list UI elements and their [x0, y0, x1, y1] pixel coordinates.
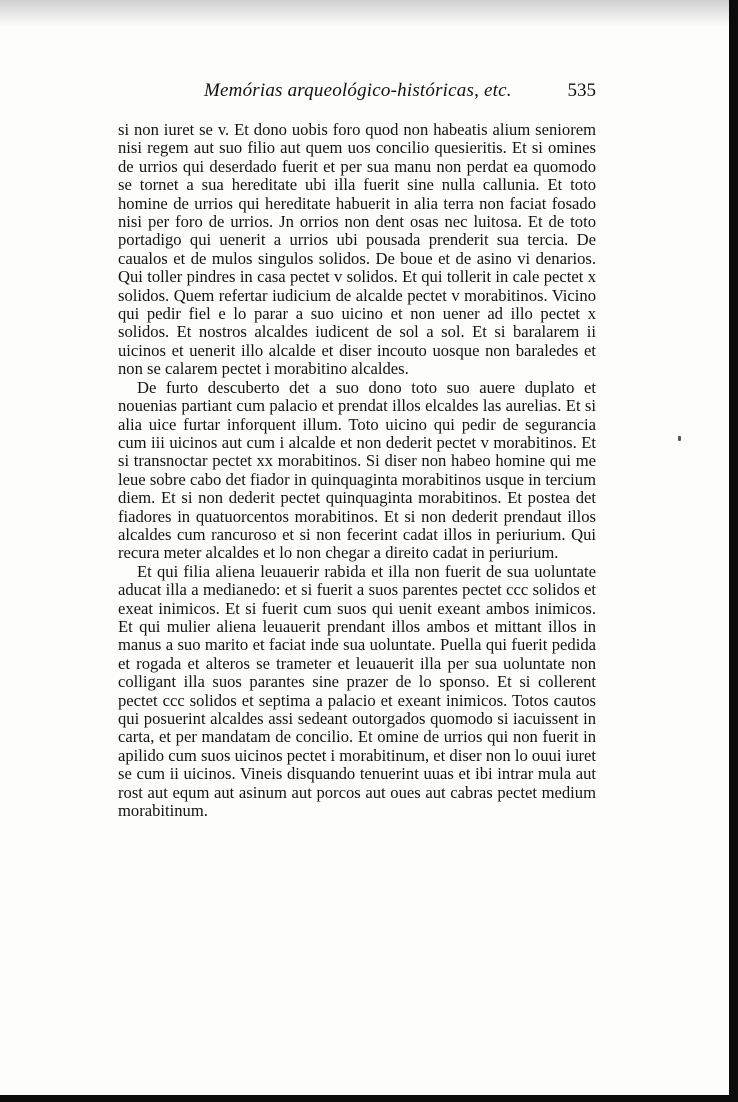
running-head — [118, 80, 596, 108]
scan-border-right — [729, 0, 738, 1102]
scan-speck — [678, 436, 681, 441]
page-number: 535 — [567, 80, 596, 101]
running-title: Memórias arqueológico-históricas, etc. — [204, 80, 512, 101]
scan-shadow-top — [0, 0, 738, 26]
paragraph-2: De furto descuberto det a suo dono toto suo auere duplato et nouenias partiant cum palacio et prendat illos elcaldes las aurelias. Et si alia uice furtar inforquent illum. Toto uicino qui pedir de segurancia cum iii uicinos aut cum i alcalde et non dederit pectet v morabitinos. Et si transnoctar pectet xx morabitinos. Si diser non habeo homine qui me leue sobre cabo det fiador in quinquaginta morabitinos usque in tercium diem. Et si non dederit pectet quinquaginta morabitinos. Et postea det fiadores in quatuorcentos morabitinos. Et si non dederit prendaut illos alcaldes cum rancuroso et si non fecerint cadat illos in periurium. Qui recura meter alcaldes et lo non chegar a direito cadat in periurium. — [118, 377, 596, 563]
paragraph-1: si non iuret se v. Et dono uobis foro quod non habeatis alium seniorem nisi regem aut suo filio aut quem uos concilio quesieritis. Et si omines de urrios qui deserdado fuerit et per sua manu non perdat ea quomodo se tornet a sua hereditate ubi illa fuerit sine nulla callunia. Et toto homine de urrios qui hereditate habuerit in alia terra non faciat fosado nisi per foro de urrios. Jn orrios non dent osas nec luitosa. Et de toto portadigo qui uenerit a urrios ubi pousada prenderit sua tercia. De caualos et de mulos singulos solidos. De boue et de asino vi denarios. Qui toller pindres in casa pectet v solidos. Et qui tollerit in cale pectet x solidos. Quem refertar iudicium de alcalde pectet v morabitinos. Vicino qui pedir fiel e lo parar a suo uicino et non uener ad illo pectet x solidos. Et nostros alcaldes iudicent de sol a sol. Et si baralarem ii uicinos et uenerit illo alcalde et diser incouto uosque non baraledes et non se calarem pectet i morabitino alcaldes. — [118, 120, 596, 379]
paragraph-3: Et qui filia aliena leuauerir rabida et illa non fuerit de sua uoluntate aducat illa a medianedo: et si fuerit a suos parentes pectet ccc solidos et exeat inimicos. Et si fuerit cum suos qui uenit exeant ambos inimicos. Et qui mulier aliena leuauerit prendant illos ambos et mittant illos in manus a suo marito et faciat inde sua uoluntate. Puella qui fuerit pedida et rogada et alteros se trameter et leuauerit illa per sua uoluntate non colligant illa suos parantes sine prazer de lo sponso. Et si collerent pectet ccc solidos et septima a palacio et exeant inimicos. Totos cautos qui posuerint alcaldes assi sedeant outorgados quomodo si iacuissent in carta, et per mandatam de concilio. Et omine de urrios qui non fuerit in apilido cum suos uicinos pectet i morabitinum, et diser non lo ouui iuret se cum ii uicinos. Vineis disquando tenuerint uuas et ibi intrar mula aut rost aut equm aut asinum aut porcos aut oues aut cabras pectet medium morabitinum. — [118, 561, 596, 821]
body-text — [118, 121, 596, 820]
scan-border-bottom — [0, 1095, 738, 1102]
